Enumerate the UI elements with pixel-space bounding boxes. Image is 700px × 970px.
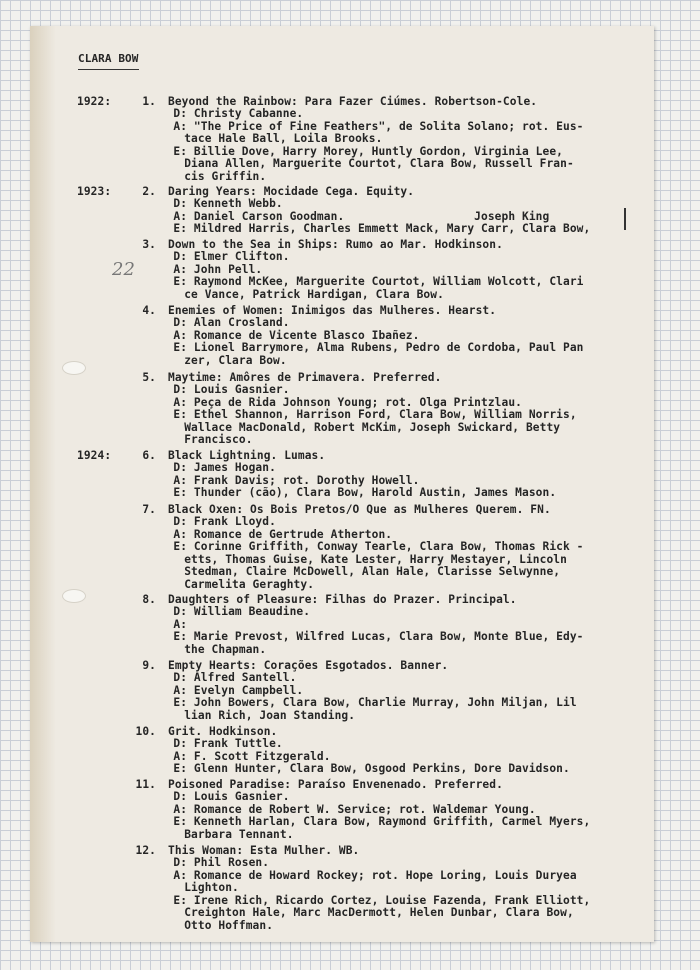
credit-line: etts, Thomas Guise, Kate Lester, Harry Mestayer, Lincoln (184, 553, 567, 566)
credit-line: E: Glenn Hunter, Clara Bow, Osgood Perkins, Dore Davidson. (173, 762, 570, 775)
film-title-line: Empty Hearts: Corações Esgotados. Banner. (168, 659, 449, 672)
film-title-line: Poisoned Paradise: Paraíso Envenenado. Preferred. (168, 778, 503, 791)
film-title-line: Enemies of Women: Inimigos das Mulheres. Hearst. (168, 304, 497, 317)
credit-line: Diana Allen, Marguerite Courtot, Clara Bow, Russell Fran- (184, 157, 574, 170)
credit-line: D: Louis Gasnier. (173, 790, 290, 803)
year-label: 1923: (77, 185, 112, 198)
credit-line: A: F. Scott Fitzgerald. (173, 750, 331, 763)
entry-number: 11. (135, 778, 156, 791)
entry-number: 10. (135, 725, 156, 738)
film-title-line: This Woman: Esta Mulher. WB. (168, 844, 360, 857)
credit-line: D: Alan Crosland. (173, 316, 290, 329)
credit-line: A: "The Price of Fine Feathers", de Solita Solano; rot. Eus- (173, 120, 584, 133)
entry-number: 2. (142, 185, 156, 198)
credit-line: the Chapman. (184, 643, 267, 656)
entry-number: 1. (142, 95, 156, 108)
credit-line: A: John Pell. (173, 263, 263, 276)
margin-tick-mark (624, 208, 626, 230)
film-title-line: Black Lightning. Lumas. (168, 449, 326, 462)
credit-line: E: Ethel Shannon, Harrison Ford, Clara Bow, William Norris, (173, 408, 577, 421)
credit-line: cis Griffin. (184, 170, 267, 183)
credit-line: A: Frank Davis; rot. Dorothy Howell. (173, 474, 420, 487)
credit-line: A: (173, 618, 188, 631)
credit-line: E: Thunder (cão), Clara Bow, Harold Austin, James Mason. (173, 486, 557, 499)
credit-line: D: Christy Cabanne. (173, 107, 304, 120)
credit-line: A: Daniel Carson Goodman. Joseph King (173, 210, 550, 223)
credit-line: E: Mildred Harris, Charles Emmett Mack, Mary Carr, Clara Bow, (173, 222, 591, 235)
film-title-line: Beyond the Rainbow: Para Fazer Ciúmes. Robertson-Cole. (168, 95, 538, 108)
credit-line: Stedman, Claire McDowell, Alan Hale, Clarisse Selwynne, (184, 565, 561, 578)
credit-line: D: Frank Lloyd. (173, 515, 276, 528)
credit-line: Lighton. (184, 881, 239, 894)
credit-line: Otto Hoffman. (184, 919, 274, 932)
entry-number: 3. (142, 238, 156, 251)
credit-line: A: Romance de Vicente Blasco Ibañez. (173, 329, 420, 342)
credit-line: D: James Hogan. (173, 461, 276, 474)
entry-number: 12. (135, 844, 156, 857)
handwritten-mark: 22 (112, 259, 136, 280)
credit-line: E: Billie Dove, Harry Morey, Huntly Gordon, Virginia Lee, (173, 145, 564, 158)
film-title-line: Daughters of Pleasure: Filhas do Prazer. Principal. (168, 593, 517, 606)
credit-line: E: Marie Prevost, Wilfred Lucas, Clara Bow, Monte Blue, Edy- (173, 630, 584, 643)
film-title-line: Daring Years: Mocidade Cega. Equity. (168, 185, 415, 198)
year-label: 1922: (77, 95, 112, 108)
film-title-line: Maytime: Amôres de Primavera. Preferred. (168, 371, 442, 384)
credit-line: D: Elmer Clifton. (173, 250, 290, 263)
credit-line: D: Frank Tuttle. (173, 737, 283, 750)
film-title-line: Black Oxen: Os Bois Pretos/O Que as Mulheres Querem. FN. (168, 503, 551, 516)
credit-line: D: Louis Gasnier. (173, 383, 290, 396)
entry-number: 6. (142, 449, 156, 462)
entry-number: 7. (142, 503, 156, 516)
credit-line: A: Romance de Gertrude Atherton. (173, 528, 393, 541)
credit-line: E: Lionel Barrymore, Alma Rubens, Pedro de Cordoba, Paul Pan (173, 341, 584, 354)
credit-line: Carmelita Geraghty. (184, 578, 315, 591)
credit-line: Barbara Tennant. (184, 828, 294, 841)
year-label: 1924: (77, 449, 112, 462)
credit-line: E: Kenneth Harlan, Clara Bow, Raymond Griffith, Carmel Myers, (173, 815, 591, 828)
credit-line: zer, Clara Bow. (184, 354, 287, 367)
credit-line: lian Rich, Joan Standing. (184, 709, 356, 722)
credit-line: D: Phil Rosen. (173, 856, 270, 869)
credit-line: E: John Bowers, Clara Bow, Charlie Murray, John Miljan, Lil (173, 696, 577, 709)
credit-line: D: Alfred Santell. (173, 671, 297, 684)
credit-line: E: Irene Rich, Ricardo Cortez, Louise Fazenda, Frank Elliott, (173, 894, 591, 907)
credit-line: E: Raymond McKee, Marguerite Courtot, William Wolcott, Clari (173, 275, 584, 288)
film-title-line: Down to the Sea in Ships: Rumo ao Mar. Hodkinson. (168, 238, 503, 251)
credit-line: D: Kenneth Webb. (173, 197, 283, 210)
credit-line: A: Evelyn Campbell. (173, 684, 304, 697)
entry-number: 4. (142, 304, 156, 317)
credit-line: A: Romance de Robert W. Service; rot. Waldemar Young. (173, 803, 536, 816)
credit-line: A: Peça de Rida Johnson Young; rot. Olga Printzlau. (173, 396, 522, 409)
credit-line: tace Hale Ball, Loila Brooks. (184, 132, 383, 145)
credit-line: Francisco. (184, 433, 253, 446)
credit-line: E: Corinne Griffith, Conway Tearle, Clara Bow, Thomas Rick - (173, 540, 584, 553)
page-title: CLARA BOW (78, 53, 139, 70)
film-title-line: Grit. Hodkinson. (168, 725, 278, 738)
credit-line: Creighton Hale, Marc MacDermott, Helen Dunbar, Clara Bow, (184, 906, 574, 919)
entry-number: 8. (142, 593, 156, 606)
credit-line: Wallace MacDonald, Robert McKim, Joseph Swickard, Betty (184, 421, 561, 434)
entry-number: 5. (142, 371, 156, 384)
credit-line: ce Vance, Patrick Hardigan, Clara Bow. (184, 288, 444, 301)
entry-number: 9. (142, 659, 156, 672)
credit-line: A: Romance de Howard Rockey; rot. Hope Loring, Louis Duryea (173, 869, 577, 882)
credit-line: D: William Beaudine. (173, 605, 311, 618)
